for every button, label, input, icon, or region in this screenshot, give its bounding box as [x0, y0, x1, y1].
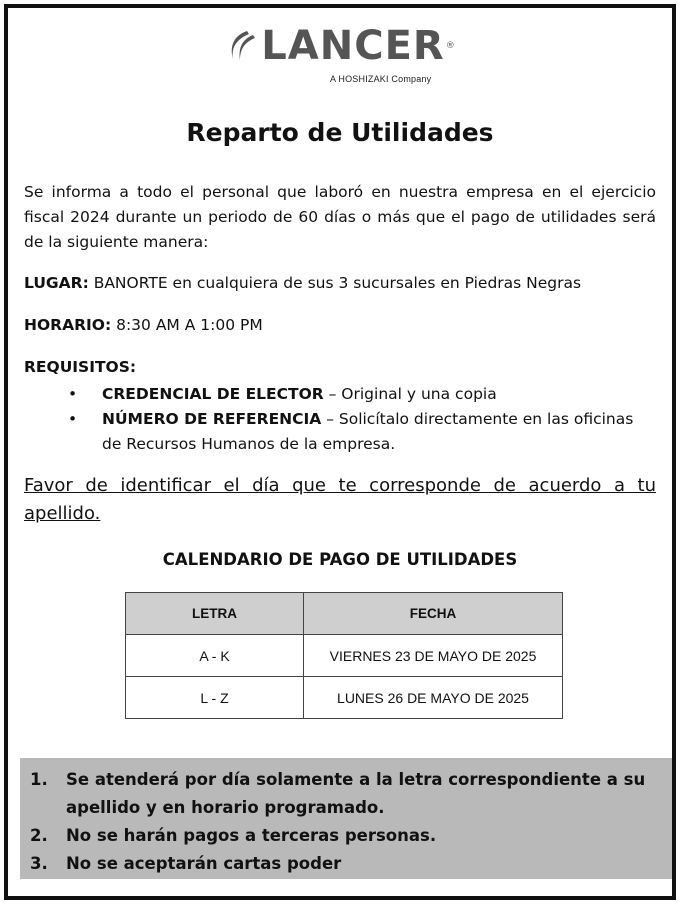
lancer-swoosh-icon [225, 27, 259, 65]
favor-instruction: Favor de identificar el día que te corresponde de acuerdo a tu apellido. [24, 475, 656, 524]
logo-tagline: A HOSHIZAKI Company [330, 74, 432, 84]
table-header-row [126, 593, 563, 635]
note-item [30, 850, 662, 878]
notice-frame [4, 4, 676, 900]
company-logo [8, 23, 672, 69]
lugar-value: BANORTE en cualquiera de sus 3 sucursales en Piedras Negras [88, 274, 582, 292]
note-item [30, 766, 662, 822]
req-item-bold: CREDENCIAL DE ELECTOR [102, 385, 324, 403]
table-row [126, 635, 563, 677]
horario-label: HORARIO: [24, 316, 112, 334]
bullet: • [68, 385, 78, 403]
list-item [68, 382, 648, 407]
table-cell-letra: A - K [126, 635, 304, 677]
list-item [68, 407, 648, 457]
bullet: • [68, 410, 78, 428]
logo-wordmark: LANCER [261, 23, 445, 69]
note-number: 1. [30, 770, 48, 789]
note-item [30, 822, 662, 850]
requisitos-list [68, 382, 648, 457]
req-item-text: – Solicítalo directamente en las oficinas de Recursos Humanos de la empresa. [102, 410, 634, 453]
registered-mark: ® [445, 41, 455, 51]
note-text: No se harán pagos a terceras personas. [66, 826, 437, 845]
note-text: No se aceptarán cartas poder [66, 854, 342, 873]
requisitos-heading [24, 358, 136, 376]
horario-value: 8:30 AM A 1:00 PM [111, 316, 263, 334]
note-number: 3. [30, 854, 48, 873]
horario-line [24, 316, 263, 334]
intro-paragraph: Se informa a todo el personal que laboró en nuestra empresa en el ejercicio fiscal 2024 durante un periodo de 60 días o más que el pago de utilidades será de la siguiente manera: [24, 183, 656, 251]
requisitos-label: REQUISITOS: [24, 358, 137, 376]
table-cell-letra: L - Z [126, 677, 304, 719]
table-row [126, 677, 563, 719]
lugar-line [24, 274, 581, 292]
lugar-label: LUGAR: [24, 274, 89, 292]
calendar-title: CALENDARIO DE PAGO DE UTILIDADES [162, 550, 518, 569]
column-header-fecha: FECHA [304, 593, 563, 635]
notes-band [20, 758, 672, 879]
table-cell-fecha: VIERNES 23 DE MAYO DE 2025 [304, 635, 563, 677]
column-header-letra: LETRA [126, 593, 304, 635]
note-text: Se atenderá por día solamente a la letra correspondiente a su apellido y en horario programado. [66, 770, 646, 817]
calendar-table [125, 592, 563, 719]
note-number: 2. [30, 826, 48, 845]
req-item-bold: NÚMERO DE REFERENCIA [102, 410, 322, 428]
page-title: Reparto de Utilidades [186, 118, 494, 147]
req-item-text: – Original y una copia [323, 385, 497, 403]
table-cell-fecha: LUNES 26 DE MAYO DE 2025 [304, 677, 563, 719]
